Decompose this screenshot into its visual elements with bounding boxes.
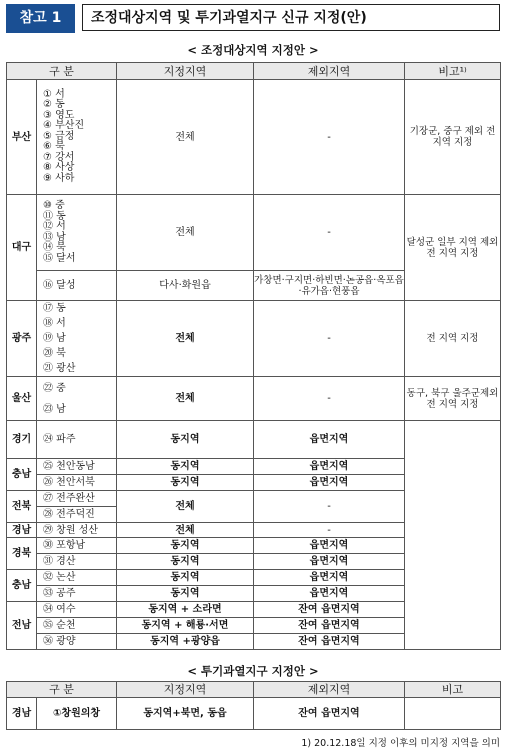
- excluded-cell: -: [254, 80, 405, 195]
- speculation-zone-table: [6, 681, 501, 730]
- district: ⑲ 남: [43, 333, 66, 344]
- district: ⑦ 강서: [43, 151, 75, 163]
- region-busan: 부산: [7, 80, 37, 195]
- district: ㉘ 전주덕진: [37, 507, 117, 523]
- note-cell-empty: [405, 421, 501, 650]
- district: ㉛ 경산: [37, 554, 117, 570]
- excluded-cell: -: [254, 523, 405, 538]
- col-header-designated: 지정지역: [117, 63, 254, 80]
- district: ⑩ 중: [43, 200, 65, 211]
- document-header: [6, 4, 500, 33]
- designated-cell: 전체: [117, 491, 254, 523]
- district: ④ 부산진: [43, 120, 85, 132]
- col-header-designated: 지정지역: [117, 682, 254, 698]
- excluded-cell: 읍면지역: [254, 475, 405, 491]
- excluded-cell: 잔여 읍면지역: [254, 618, 405, 634]
- district: ⑫ 서: [43, 221, 66, 232]
- excluded-cell: 읍면지역: [254, 570, 405, 586]
- district: ⑰ 동: [43, 303, 66, 314]
- excluded-cell: 읍면지역: [254, 554, 405, 570]
- excluded-cell: 읍면지역: [254, 586, 405, 602]
- designated-cell: 동지역: [117, 459, 254, 475]
- district: ① 서: [43, 88, 65, 100]
- note-cell: 달성군 일부 지역 제외 전 지역 지정: [405, 195, 501, 301]
- district: ⑧ 사상: [43, 162, 75, 174]
- designated-cell: 동지역: [117, 586, 254, 602]
- district: ㉓ 남: [43, 403, 66, 415]
- col-header-gubun: 구 분: [7, 63, 117, 80]
- district: ①창원의창: [37, 698, 117, 730]
- district: ㉙ 창원 성산: [37, 523, 117, 538]
- designated-cell: 동지역: [117, 538, 254, 554]
- col-header-excluded: 제외지역: [254, 682, 405, 698]
- excluded-cell: -: [254, 491, 405, 523]
- col-header-excluded: 제외지역: [254, 63, 405, 80]
- excluded-cell: 읍면지역: [254, 421, 405, 459]
- designated-cell: 전체: [117, 523, 254, 538]
- designated-cell: 동지역+북면, 동읍: [117, 698, 254, 730]
- district-list-ulsan: [37, 377, 117, 421]
- adjustment-area-table: [6, 62, 501, 650]
- district: ㉚ 포항남: [37, 538, 117, 554]
- designated-cell: 전체: [117, 301, 254, 377]
- district: ⑨ 사하: [43, 172, 75, 184]
- excluded-cell: 잔여 읍면지역: [254, 634, 405, 650]
- designated-cell: 전체: [117, 80, 254, 195]
- excluded-cell: 가창면·구지면·하빈면·논공읍·옥포읍·유가읍·현풍읍: [254, 271, 405, 301]
- document-title: 조정대상지역 및 투기과열지구 신규 지정(안): [82, 4, 500, 31]
- footnote: 1) 20.12.18일 지정 이후의 미지정 지역을 의미: [301, 738, 500, 749]
- district: ㉖ 천안서북: [37, 475, 117, 491]
- district: ㉔ 파주: [37, 421, 117, 459]
- region-daegu: 대구: [7, 195, 37, 301]
- section-title-speculation: < 투기과열지구 지정안 >: [187, 664, 319, 678]
- district: ⑬ 남: [43, 231, 66, 243]
- district: ⑯ 달성: [37, 271, 117, 301]
- excluded-cell: -: [254, 301, 405, 377]
- note-cell: 기장군, 중구 제외 전 지역 지정: [405, 80, 501, 195]
- col-header-note: 비고: [405, 682, 501, 698]
- district: ㉕ 천안동남: [37, 459, 117, 475]
- district: ㉟ 순천: [37, 618, 117, 634]
- designated-cell: 다사·화원읍: [117, 271, 254, 301]
- excluded-cell: 잔여 읍면지역: [254, 602, 405, 618]
- note-cell: [405, 698, 501, 730]
- region-gwangju: 광주: [7, 301, 37, 377]
- excluded-cell: 읍면지역: [254, 538, 405, 554]
- designated-cell: 전체: [117, 377, 254, 421]
- region-cell: 경남: [7, 523, 37, 538]
- designated-cell: 동지역: [117, 475, 254, 491]
- section-title-adjustment: < 조정대상지역 지정안 >: [187, 43, 319, 57]
- region-cell: 충남: [7, 570, 37, 602]
- designated-cell: 전체: [117, 195, 254, 271]
- district: ⑱ 서: [43, 318, 66, 329]
- excluded-cell: 잔여 읍면지역: [254, 698, 405, 730]
- district-list-daegu: [37, 195, 117, 271]
- designated-cell: 동지역: [117, 421, 254, 459]
- region-ulsan: 울산: [7, 377, 37, 421]
- note-cell: 동구, 북구 울주군제외 전 지역 지정: [405, 377, 501, 421]
- region-cell: 전북: [7, 491, 37, 523]
- col-header-gubun: 구 분: [7, 682, 117, 698]
- designated-cell: 동지역 + 소라면: [117, 602, 254, 618]
- designated-cell: 동지역: [117, 554, 254, 570]
- district: ㉑ 광산: [43, 363, 76, 374]
- district-list-gwangju: [37, 301, 117, 377]
- district-list-busan: [37, 80, 117, 195]
- district: ② 동: [43, 99, 65, 111]
- excluded-cell: -: [254, 195, 405, 271]
- designated-cell: 동지역: [117, 570, 254, 586]
- excluded-cell: -: [254, 377, 405, 421]
- region-cell: 경기: [7, 421, 37, 459]
- region-cell: 경남: [7, 698, 37, 730]
- district: ㊱ 광양: [37, 634, 117, 650]
- district: ㉝ 공주: [37, 586, 117, 602]
- district: ㉞ 여수: [37, 602, 117, 618]
- region-cell: 충남: [7, 459, 37, 491]
- district: ⑮ 달서: [43, 252, 76, 264]
- excluded-cell: 읍면지역: [254, 459, 405, 475]
- designated-cell: 동지역 + 해룡·서면: [117, 618, 254, 634]
- district: ⑳ 북: [43, 348, 66, 359]
- designated-cell: 동지역 +광양읍: [117, 634, 254, 650]
- district: ㉒ 중: [43, 382, 66, 394]
- col-header-note: 비고¹⁾: [405, 63, 501, 80]
- district: ⑥ 북: [43, 141, 65, 153]
- district: ⑤ 금정: [43, 130, 75, 142]
- district: ⑪ 동: [43, 210, 66, 222]
- region-cell: 전남: [7, 602, 37, 650]
- note-cell: 전 지역 지정: [405, 301, 501, 377]
- district: ㉜ 논산: [37, 570, 117, 586]
- region-cell: 경북: [7, 538, 37, 570]
- district: ③ 영도: [43, 109, 75, 121]
- district: ㉗ 전주완산: [37, 491, 117, 507]
- reference-badge: 참고 1: [6, 4, 75, 33]
- district: ⑭ 북: [43, 242, 66, 253]
